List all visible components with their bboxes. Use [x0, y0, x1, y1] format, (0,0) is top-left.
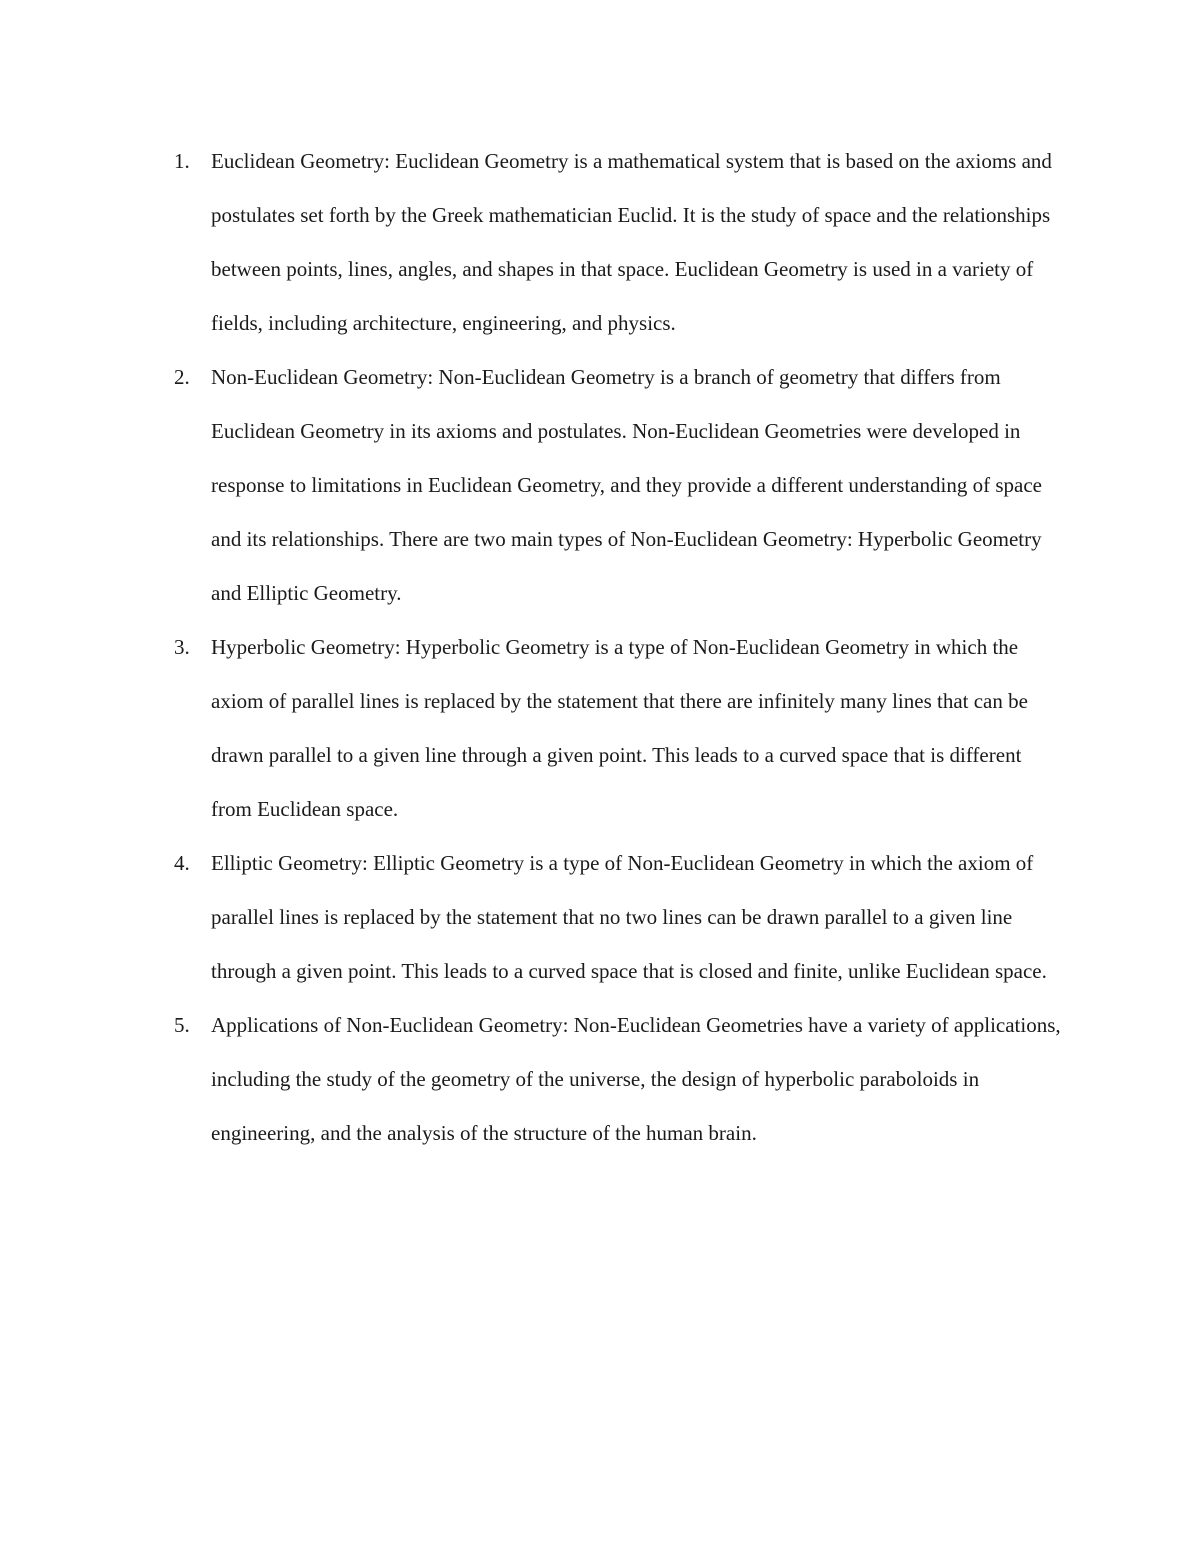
list-item-description: Hyperbolic Geometry is a type of Non-Euclidean Geometry in which the axiom of parallel lines is replaced by the statement that there are infinitely many lines that can be drawn parallel to a given line through a given point. This leads to a curved space that is different from Euclidean space.	[211, 635, 1028, 821]
list-item-term: Hyperbolic Geometry:	[211, 635, 401, 659]
list-item-description: Non-Euclidean Geometry is a branch of geometry that differs from Euclidean Geometry in its axioms and postulates. Non-Euclidean Geometries were developed in response to limitations in Euclidean Geometry, and they provide a different understanding of space and its relationships. There are two main types of Non-Euclidean Geometry: Hyperbolic Geometry and Elliptic Geometry.	[211, 365, 1043, 605]
list-item-description: Euclidean Geometry is a mathematical system that is based on the axioms and postulates set forth by the Greek mathematician Euclid. It is the study of space and the relationships between points, lines, angles, and shapes in that space. Euclidean Geometry is used in a variety of fields, including architecture, engineering, and physics.	[211, 149, 1052, 335]
list-item-non-euclidean-geometry	[0, 350, 1200, 620]
list-item-text	[211, 836, 1063, 998]
list-item-description: Elliptic Geometry is a type of Non-Euclidean Geometry in which the axiom of parallel lines is replaced by the statement that no two lines can be drawn parallel to a given line through a given point. This leads to a curved space that is closed and finite, unlike Euclidean space.	[211, 851, 1047, 983]
list-item-applications	[0, 998, 1200, 1160]
list-item-term: Applications of Non-Euclidean Geometry:	[211, 1013, 569, 1037]
list-item-text	[211, 134, 1063, 350]
list-item-text	[211, 998, 1063, 1160]
list-number: 1.	[174, 149, 190, 173]
list-number: 4.	[174, 851, 190, 875]
list-number: 2.	[174, 365, 190, 389]
list-item-term: Euclidean Geometry:	[211, 149, 391, 173]
list-item-term: Non-Euclidean Geometry:	[211, 365, 434, 389]
list-item-hyperbolic-geometry	[0, 620, 1200, 836]
list-item-text	[211, 620, 1063, 836]
numbered-list	[0, 134, 1200, 1160]
list-item-term: Elliptic Geometry:	[211, 851, 368, 875]
list-item-text	[211, 350, 1063, 620]
list-number: 5.	[174, 1013, 190, 1037]
list-item-description: Non-Euclidean Geometries have a variety of applications, including the study of the geometry of the universe, the design of hyperbolic paraboloids in engineering, and the analysis of the structure of the human brain.	[211, 1013, 1061, 1145]
list-item-elliptic-geometry	[0, 836, 1200, 998]
list-item-euclidean-geometry	[0, 134, 1200, 350]
list-number: 3.	[174, 635, 190, 659]
